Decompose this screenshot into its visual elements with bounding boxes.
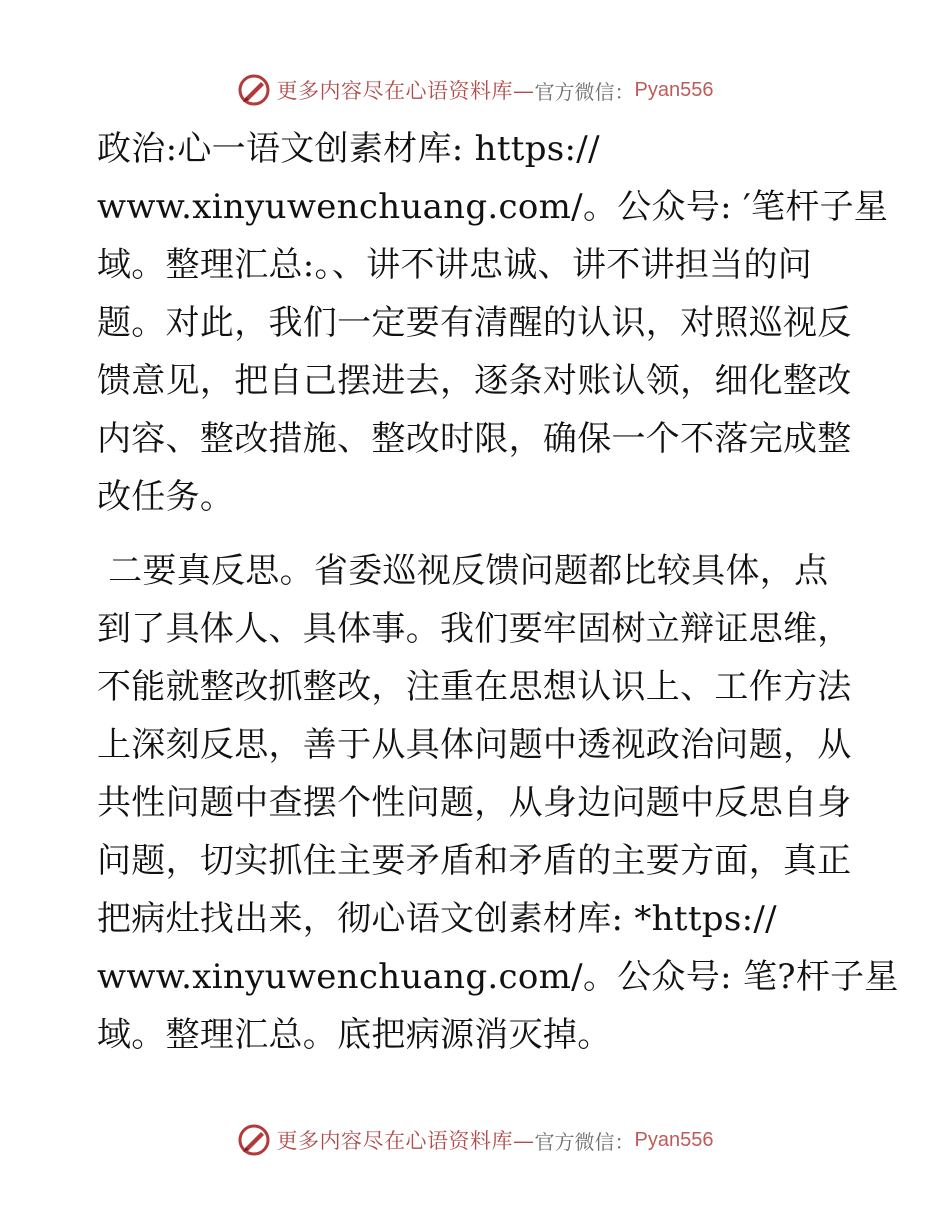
text-line: 共性问题中查摆个性问题，从身边问题中反思自身: [97, 783, 852, 823]
text-line: 题。对此，我们一定要有清醒的认识，对照巡视反: [97, 303, 852, 343]
footer-watermark-banner: [0, 1118, 950, 1162]
wechat-label: 官方微信：: [534, 79, 635, 104]
text-line: 改任务。: [97, 477, 235, 517]
text-line: 馈意见，把自己摆进去，逐条对账认领，细化整改: [97, 361, 852, 401]
text-line: 上深刻反思，善于从具体问题中透视政治问题，从: [97, 725, 852, 765]
quill-logo-icon: [237, 1123, 271, 1157]
text-line: 问题，切实抓住主要矛盾和矛盾的主要方面，真正: [97, 841, 852, 881]
text-line: 不能就整改抓整改，注重在思想认识上、工作方法: [97, 667, 852, 707]
text-line: 域。整理汇总。底把病源消灭掉。: [97, 1015, 612, 1055]
text-line: 到了具体人、具体事。我们要牢固树立辩证思维，: [97, 609, 852, 649]
quill-logo-icon: [237, 73, 271, 107]
text-line: 把病灶找出来，彻心语文创素材库: *https://: [97, 899, 777, 939]
paragraph-1: [97, 120, 889, 526]
paragraph-2: [97, 542, 899, 1064]
banner-text: 更多内容尽在心语资料库—: [276, 79, 535, 103]
document-body: [97, 120, 899, 1064]
header-watermark-banner: [0, 68, 950, 112]
wechat-account: Pyan556: [634, 1128, 714, 1151]
wechat-label: 官方微信：: [534, 1129, 635, 1154]
banner-text: 更多内容尽在心语资料库—: [276, 1129, 535, 1153]
wechat-account: Pyan556: [634, 78, 714, 101]
paragraph-spacer: [97, 526, 857, 542]
text-line: www.xinyuwenchuang.com/。公众号: 笔?杆子星: [97, 957, 899, 997]
text-line: www.xinyuwenchuang.com/。公众号: ′笔杆子星: [97, 187, 889, 227]
text-line: 二要真反思。省委巡视反馈问题都比较具体，点: [97, 551, 829, 591]
text-line: 政治:心一语文创素材库: https://: [97, 129, 600, 169]
text-line: 域。整理汇总:。、讲不讲忠诚、讲不讲担当的问: [97, 245, 813, 285]
text-line: 内容、整改措施、整改时限，确保一个不落完成整: [97, 419, 852, 459]
